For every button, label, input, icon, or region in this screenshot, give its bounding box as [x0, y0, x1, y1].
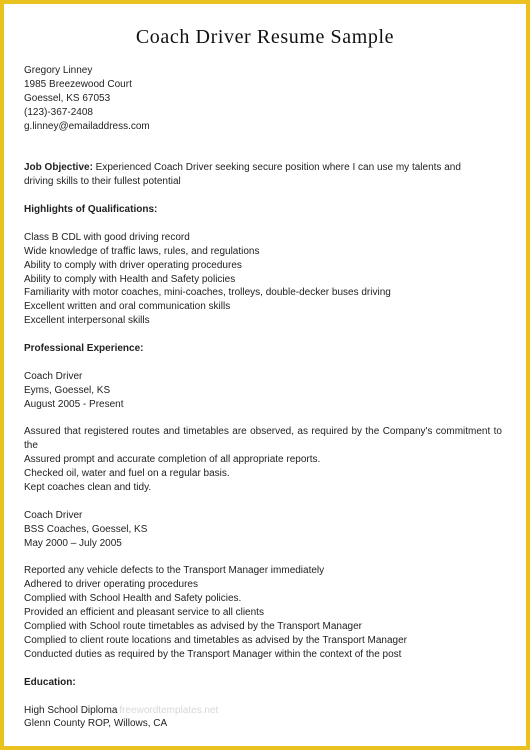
watermark: freewordtemplates.net — [119, 704, 219, 716]
job-duty: Kept coaches clean and tidy. — [24, 482, 152, 494]
qualification-item: Class B CDL with good driving record — [24, 231, 190, 243]
education-degree: High School Diploma — [24, 704, 118, 716]
contact-street: 1985 Breezewood Court — [24, 78, 132, 90]
job-duty: Checked oil, water and fuel on a regular basis. — [24, 468, 230, 480]
objective-line-1 — [24, 161, 502, 175]
contact-name: Gregory Linney — [24, 65, 93, 76]
qualifications-heading: Highlights of Qualifications: — [24, 204, 158, 216]
objective-label: Job Objective: — [24, 162, 93, 174]
job-title: Coach Driver — [24, 370, 83, 382]
job-duty: Complied with School route timetables as advised by the Transport Manager — [24, 621, 362, 633]
job-duty: Adhered to driver operating procedures — [24, 579, 198, 591]
resume-page — [4, 4, 526, 746]
job-duty: Complied to client route locations and timetables as advised by the Transport Manager — [24, 635, 407, 647]
job-company: BSS Coaches, Goessel, KS — [24, 523, 148, 535]
resume-content — [24, 64, 502, 731]
job-duty: Assured prompt and accurate completion of all appropriate reports. — [24, 454, 321, 466]
contact-email: g.linney@emailaddress.com — [24, 120, 150, 132]
qualification-item: Ability to comply with Health and Safety policies — [24, 273, 236, 285]
job-duty: Complied with School Health and Safety policies. — [24, 593, 242, 605]
qualification-item: Excellent interpersonal skills — [24, 315, 150, 327]
job-title: Coach Driver — [24, 509, 83, 521]
job-duty: Provided an efficient and pleasant service to all clients — [24, 607, 264, 619]
education-degree-line — [24, 704, 502, 718]
job-dates: May 2000 – July 2005 — [24, 537, 122, 549]
job-duty: Reported any vehicle defects to the Transport Manager immediately — [24, 565, 325, 577]
education-school: Glenn County ROP, Willows, CA — [24, 718, 168, 730]
document-title: Coach Driver Resume Sample — [135, 26, 395, 48]
qualification-item: Wide knowledge of traffic laws, rules, and regulations — [24, 245, 260, 257]
experience-heading: Professional Experience: — [24, 343, 144, 355]
job-duty: Assured that registered routes and timetables are observed, as required by the Company's commitment to the — [24, 426, 502, 452]
job-duty: Conducted duties as required by the Transport Manager within the context of the post — [24, 648, 402, 660]
education-heading: Education: — [24, 676, 76, 688]
objective-text-1: Experienced Coach Driver seeking secure position where I can use my talents and — [92, 162, 461, 174]
job-company: Eyms, Goessel, KS — [24, 384, 111, 396]
contact-city: Goessel, KS 67053 — [24, 92, 111, 104]
objective-line-2: driving skills to their fullest potential — [24, 176, 181, 188]
contact-phone: (123)-367-2408 — [24, 106, 93, 118]
qualification-item: Ability to comply with driver operating procedures — [24, 259, 242, 271]
job-dates: August 2005 - Present — [24, 398, 124, 410]
qualification-item: Familiarity with motor coaches, mini-coaches, trolleys, double-decker buses driving — [24, 287, 391, 299]
qualification-item: Excellent written and oral communication skills — [24, 301, 231, 313]
